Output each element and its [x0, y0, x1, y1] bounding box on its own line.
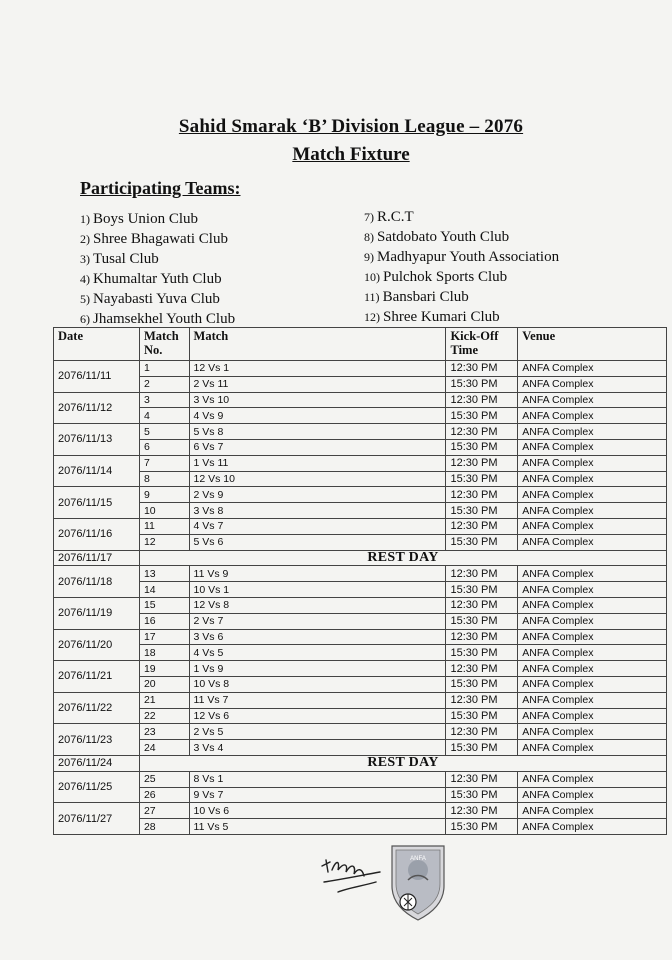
date-cell: 2076/11/22	[54, 692, 140, 724]
date-cell: 2076/11/25	[54, 771, 140, 803]
venue-cell: ANFA Complex	[518, 613, 667, 629]
date-cell: 2076/11/18	[54, 566, 140, 598]
date-cell: 2076/11/17	[54, 550, 140, 566]
team-name: R.C.T	[377, 209, 414, 225]
kickoff-cell: 15:30 PM	[446, 613, 518, 629]
venue-cell: ANFA Complex	[518, 408, 667, 424]
table-row	[54, 787, 667, 803]
match-number-cell: 1	[139, 361, 189, 377]
table-row	[54, 819, 667, 835]
kickoff-cell: 12:30 PM	[446, 692, 518, 708]
venue-cell: ANFA Complex	[518, 740, 667, 756]
table-header-row	[54, 328, 667, 361]
team-item	[364, 307, 559, 327]
venue-cell: ANFA Complex	[518, 376, 667, 392]
match-cell: 11 Vs 9	[189, 566, 446, 582]
match-cell: 5 Vs 6	[189, 534, 446, 550]
match-number-cell: 10	[139, 503, 189, 519]
team-item	[80, 289, 235, 309]
team-number: 11)	[364, 290, 380, 304]
fixture-table	[53, 327, 667, 835]
signature-icon	[318, 852, 388, 902]
match-cell: 5 Vs 8	[189, 424, 446, 440]
team-number: 3)	[80, 252, 90, 266]
team-item	[80, 309, 235, 329]
team-number: 8)	[364, 230, 374, 244]
team-number: 4)	[80, 272, 90, 286]
venue-cell: ANFA Complex	[518, 439, 667, 455]
match-number-cell: 19	[139, 661, 189, 677]
table-row	[54, 645, 667, 661]
match-number-cell: 3	[139, 392, 189, 408]
rest-day-label: REST DAY	[139, 755, 666, 771]
match-cell: 12 Vs 8	[189, 597, 446, 613]
team-number: 9)	[364, 250, 374, 264]
kickoff-cell: 12:30 PM	[446, 455, 518, 471]
table-row	[54, 487, 667, 503]
kickoff-cell: 12:30 PM	[446, 724, 518, 740]
kickoff-cell: 15:30 PM	[446, 676, 518, 692]
match-number-cell: 4	[139, 408, 189, 424]
kickoff-cell: 15:30 PM	[446, 408, 518, 424]
match-number-cell: 16	[139, 613, 189, 629]
match-cell: 2 Vs 9	[189, 487, 446, 503]
date-cell: 2076/11/23	[54, 724, 140, 756]
date-cell: 2076/11/15	[54, 487, 140, 519]
team-name: Jhamsekhel Youth Club	[93, 311, 236, 327]
team-name: Khumaltar Yuth Club	[93, 271, 222, 287]
match-number-cell: 2	[139, 376, 189, 392]
match-cell: 3 Vs 10	[189, 392, 446, 408]
venue-cell: ANFA Complex	[518, 771, 667, 787]
table-row	[54, 661, 667, 677]
match-cell: 12 Vs 10	[189, 471, 446, 487]
table-row	[54, 692, 667, 708]
table-row	[54, 771, 667, 787]
match-number-cell: 7	[139, 455, 189, 471]
kickoff-cell: 15:30 PM	[446, 534, 518, 550]
team-name: Shree Bhagawati Club	[93, 231, 228, 247]
venue-cell: ANFA Complex	[518, 392, 667, 408]
match-cell: 6 Vs 7	[189, 439, 446, 455]
match-cell: 3 Vs 6	[189, 629, 446, 645]
date-cell: 2076/11/20	[54, 629, 140, 661]
match-cell: 11 Vs 5	[189, 819, 446, 835]
table-row	[54, 803, 667, 819]
table-row	[54, 613, 667, 629]
team-item	[364, 227, 559, 247]
team-item	[364, 287, 559, 307]
match-number-cell: 23	[139, 724, 189, 740]
kickoff-cell: 12:30 PM	[446, 661, 518, 677]
table-row	[54, 424, 667, 440]
team-name: Boys Union Club	[93, 211, 199, 227]
team-name: Pulchok Sports Club	[383, 269, 508, 285]
match-cell: 8 Vs 1	[189, 771, 446, 787]
match-number-cell: 25	[139, 771, 189, 787]
team-number: 5)	[80, 292, 90, 306]
match-number-cell: 15	[139, 597, 189, 613]
venue-cell: ANFA Complex	[518, 566, 667, 582]
table-row	[54, 597, 667, 613]
kickoff-cell: 15:30 PM	[446, 376, 518, 392]
match-number-cell: 5	[139, 424, 189, 440]
match-cell: 4 Vs 9	[189, 408, 446, 424]
team-number: 1)	[80, 212, 90, 226]
venue-cell: ANFA Complex	[518, 597, 667, 613]
match-number-cell: 24	[139, 740, 189, 756]
title-block	[0, 116, 672, 166]
fixture-body	[54, 361, 667, 835]
match-cell: 10 Vs 6	[189, 803, 446, 819]
team-number: 6)	[80, 312, 90, 326]
table-row	[54, 361, 667, 377]
match-cell: 2 Vs 7	[189, 613, 446, 629]
match-number-cell: 6	[139, 439, 189, 455]
rest-day-label: REST DAY	[139, 550, 666, 566]
venue-cell: ANFA Complex	[518, 787, 667, 803]
table-row	[54, 582, 667, 598]
date-cell: 2076/11/16	[54, 518, 140, 550]
match-cell: 11 Vs 7	[189, 692, 446, 708]
kickoff-cell: 12:30 PM	[446, 803, 518, 819]
match-number-cell: 22	[139, 708, 189, 724]
match-cell: 4 Vs 7	[189, 518, 446, 534]
table-row	[54, 392, 667, 408]
teams-list-left	[80, 209, 235, 329]
team-item	[364, 207, 559, 227]
venue-cell: ANFA Complex	[518, 534, 667, 550]
team-number: 12)	[364, 310, 380, 324]
table-row	[54, 724, 667, 740]
match-cell: 9 Vs 7	[189, 787, 446, 803]
table-row	[54, 740, 667, 756]
table-row	[54, 676, 667, 692]
kickoff-cell: 12:30 PM	[446, 518, 518, 534]
match-cell: 10 Vs 1	[189, 582, 446, 598]
date-cell: 2076/11/24	[54, 755, 140, 771]
venue-cell: ANFA Complex	[518, 819, 667, 835]
kickoff-cell: 15:30 PM	[446, 645, 518, 661]
venue-cell: ANFA Complex	[518, 424, 667, 440]
team-name: Shree Kumari Club	[383, 309, 500, 325]
kickoff-cell: 15:30 PM	[446, 787, 518, 803]
match-cell: 12 Vs 6	[189, 708, 446, 724]
header-kickoff: Kick-Off Time	[446, 328, 518, 361]
table-row	[54, 629, 667, 645]
header-date: Date	[54, 328, 140, 361]
match-number-cell: 8	[139, 471, 189, 487]
team-number: 2)	[80, 232, 90, 246]
table-row	[54, 471, 667, 487]
header-match-no: Match No.	[139, 328, 189, 361]
kickoff-cell: 12:30 PM	[446, 361, 518, 377]
table-row	[54, 503, 667, 519]
team-name: Bansbari Club	[382, 289, 469, 305]
kickoff-cell: 15:30 PM	[446, 471, 518, 487]
date-cell: 2076/11/21	[54, 661, 140, 693]
match-cell: 3 Vs 8	[189, 503, 446, 519]
page-title: Sahid Smarak ‘B’ Division League – 2076	[178, 116, 524, 137]
match-cell: 4 Vs 5	[189, 645, 446, 661]
venue-cell: ANFA Complex	[518, 487, 667, 503]
match-cell: 2 Vs 11	[189, 376, 446, 392]
team-item	[364, 267, 559, 287]
venue-cell: ANFA Complex	[518, 645, 667, 661]
venue-cell: ANFA Complex	[518, 582, 667, 598]
match-cell: 3 Vs 4	[189, 740, 446, 756]
match-cell: 10 Vs 8	[189, 676, 446, 692]
table-row	[54, 455, 667, 471]
table-row	[54, 566, 667, 582]
match-number-cell: 12	[139, 534, 189, 550]
team-number: 7)	[364, 210, 374, 224]
team-name: Satdobato Youth Club	[377, 229, 510, 245]
table-row	[54, 534, 667, 550]
team-item	[80, 249, 235, 269]
team-name: Tusal Club	[93, 251, 159, 267]
match-number-cell: 11	[139, 518, 189, 534]
venue-cell: ANFA Complex	[518, 708, 667, 724]
venue-cell: ANFA Complex	[518, 629, 667, 645]
team-name: Nayabasti Yuva Club	[93, 291, 220, 307]
kickoff-cell: 12:30 PM	[446, 392, 518, 408]
venue-cell: ANFA Complex	[518, 661, 667, 677]
header-match: Match	[189, 328, 446, 361]
team-item	[80, 229, 235, 249]
match-number-cell: 20	[139, 676, 189, 692]
table-row	[54, 408, 667, 424]
page-subtitle: Match Fixture	[292, 144, 410, 165]
venue-cell: ANFA Complex	[518, 724, 667, 740]
team-item	[364, 247, 559, 267]
kickoff-cell: 15:30 PM	[446, 503, 518, 519]
kickoff-cell: 15:30 PM	[446, 740, 518, 756]
rest-day-row	[54, 755, 667, 771]
date-cell: 2076/11/19	[54, 597, 140, 629]
rest-day-row	[54, 550, 667, 566]
venue-cell: ANFA Complex	[518, 503, 667, 519]
teams-heading: Participating Teams:	[80, 178, 241, 198]
kickoff-cell: 15:30 PM	[446, 439, 518, 455]
kickoff-cell: 12:30 PM	[446, 771, 518, 787]
venue-cell: ANFA Complex	[518, 803, 667, 819]
kickoff-cell: 15:30 PM	[446, 582, 518, 598]
anfa-seal-icon	[386, 840, 450, 922]
kickoff-cell: 15:30 PM	[446, 708, 518, 724]
venue-cell: ANFA Complex	[518, 361, 667, 377]
match-cell: 12 Vs 1	[189, 361, 446, 377]
match-cell: 2 Vs 5	[189, 724, 446, 740]
kickoff-cell: 12:30 PM	[446, 629, 518, 645]
kickoff-cell: 12:30 PM	[446, 424, 518, 440]
teams-list-right	[364, 207, 559, 327]
seal-text: ANFA	[410, 856, 426, 862]
team-name: Madhyapur Youth Association	[377, 249, 560, 265]
match-number-cell: 26	[139, 787, 189, 803]
match-cell: 1 Vs 11	[189, 455, 446, 471]
table-row	[54, 518, 667, 534]
kickoff-cell: 12:30 PM	[446, 566, 518, 582]
match-number-cell: 14	[139, 582, 189, 598]
date-cell: 2076/11/27	[54, 803, 140, 835]
team-item	[80, 209, 235, 229]
table-row	[54, 708, 667, 724]
date-cell: 2076/11/13	[54, 424, 140, 456]
date-cell: 2076/11/14	[54, 455, 140, 487]
match-number-cell: 13	[139, 566, 189, 582]
team-number: 10)	[364, 270, 380, 284]
match-number-cell: 27	[139, 803, 189, 819]
team-item	[80, 269, 235, 289]
date-cell: 2076/11/11	[54, 361, 140, 393]
match-number-cell: 21	[139, 692, 189, 708]
venue-cell: ANFA Complex	[518, 455, 667, 471]
kickoff-cell: 15:30 PM	[446, 819, 518, 835]
table-row	[54, 376, 667, 392]
match-cell: 1 Vs 9	[189, 661, 446, 677]
match-number-cell: 17	[139, 629, 189, 645]
date-cell: 2076/11/12	[54, 392, 140, 424]
header-venue: Venue	[518, 328, 667, 361]
table-row	[54, 439, 667, 455]
kickoff-cell: 12:30 PM	[446, 597, 518, 613]
venue-cell: ANFA Complex	[518, 676, 667, 692]
kickoff-cell: 12:30 PM	[446, 487, 518, 503]
venue-cell: ANFA Complex	[518, 518, 667, 534]
venue-cell: ANFA Complex	[518, 692, 667, 708]
venue-cell: ANFA Complex	[518, 471, 667, 487]
match-number-cell: 9	[139, 487, 189, 503]
match-number-cell: 18	[139, 645, 189, 661]
match-number-cell: 28	[139, 819, 189, 835]
